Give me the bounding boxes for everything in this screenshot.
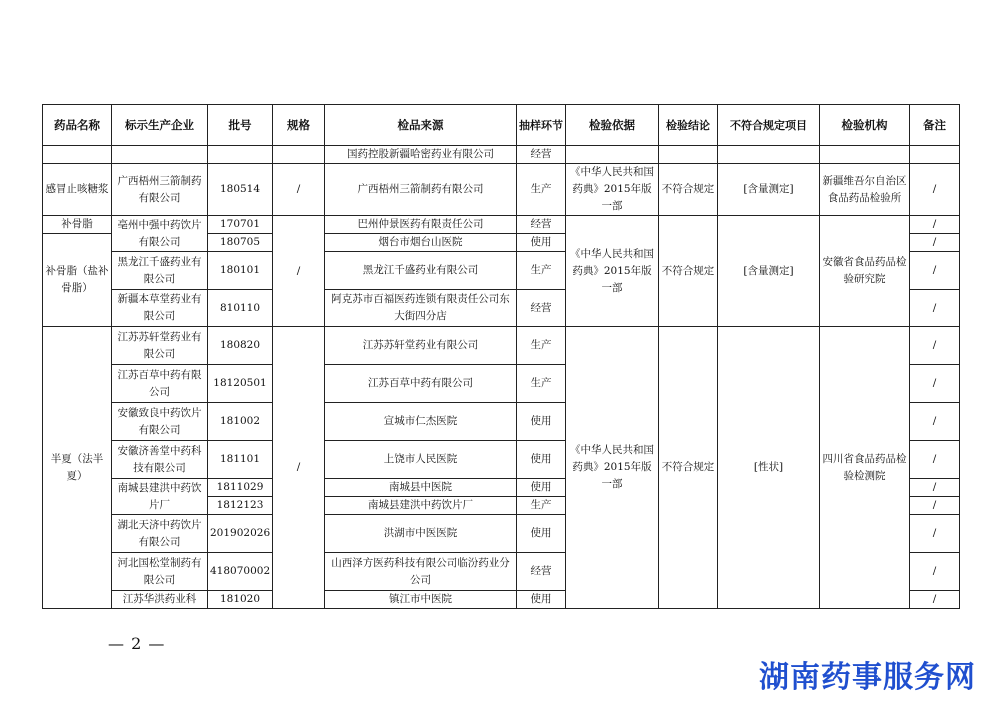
cell-org: 四川省食品药品检验检测院	[820, 327, 910, 609]
cell-spec: /	[273, 216, 325, 327]
header-note: 备注	[910, 105, 960, 146]
cell-batch: 1811029	[208, 479, 273, 497]
cell-note: /	[910, 403, 960, 441]
cell-source: 阿克苏市百福医药连锁有限责任公司东大街四分店	[325, 290, 517, 327]
cell-link: 经营	[517, 216, 566, 234]
cell-drug	[43, 146, 112, 164]
cell-source: 江苏苏轩堂药业有限公司	[325, 327, 517, 365]
cell-note: /	[910, 290, 960, 327]
site-watermark: 湖南药事服务网	[759, 660, 976, 695]
cell-source: 镇江市中医院	[325, 591, 517, 609]
header-basis: 检验依据	[566, 105, 659, 146]
cell-source: 洪湖市中医医院	[325, 515, 517, 553]
cell-maker: 新疆本草堂药业有限公司	[112, 290, 208, 327]
cell-maker: 南城县建洪中药饮片厂	[112, 479, 208, 515]
cell-maker	[112, 146, 208, 164]
cell-link: 生产	[517, 365, 566, 403]
cell-maker: 广西梧州三箭制药有限公司	[112, 164, 208, 216]
cell-note: /	[910, 164, 960, 216]
cell-org: 安徽省食品药品检验研究院	[820, 216, 910, 327]
cell-item	[718, 146, 820, 164]
cell-batch: 180101	[208, 252, 273, 290]
header-batch: 批号	[208, 105, 273, 146]
cell-note: /	[910, 441, 960, 479]
cell-note: /	[910, 216, 960, 234]
header-row	[43, 105, 960, 146]
cell-batch: 170701	[208, 216, 273, 234]
header-failed-item: 不符合规定项目	[718, 105, 820, 146]
cell-drug: 补骨脂	[43, 216, 112, 234]
cell-note: /	[910, 234, 960, 252]
cell-drug: 补骨脂（盐补骨脂）	[43, 234, 112, 327]
cell-batch: 1812123	[208, 497, 273, 515]
cell-spec: /	[273, 164, 325, 216]
header-maker: 标示生产企业	[112, 105, 208, 146]
cell-note: /	[910, 553, 960, 591]
cell-link: 生产	[517, 164, 566, 216]
cell-link: 经营	[517, 290, 566, 327]
cell-basis: 《中华人民共和国药典》2015年版一部	[566, 216, 659, 327]
cell-org: 新疆维吾尔自治区食品药品检验所	[820, 164, 910, 216]
cell-link: 经营	[517, 146, 566, 164]
cell-note: /	[910, 327, 960, 365]
cell-link: 使用	[517, 479, 566, 497]
cell-maker: 河北国松堂制药有限公司	[112, 553, 208, 591]
cell-note: /	[910, 365, 960, 403]
cell-link: 使用	[517, 403, 566, 441]
header-conclusion: 检验结论	[659, 105, 718, 146]
cell-source: 上饶市人民医院	[325, 441, 517, 479]
cell-link: 经营	[517, 553, 566, 591]
cell-drug: 感冒止咳糖浆	[43, 164, 112, 216]
cell-source: 山西泽方医药科技有限公司临汾药业分公司	[325, 553, 517, 591]
cell-maker: 湖北天济中药饮片有限公司	[112, 515, 208, 553]
header-drug-name: 药品名称	[43, 105, 112, 146]
page-number: — 2 —	[108, 634, 166, 653]
inspection-table	[42, 104, 960, 609]
cell-link: 使用	[517, 441, 566, 479]
table-row	[43, 216, 960, 234]
cell-note: /	[910, 515, 960, 553]
cell-conclusion: 不符合规定	[659, 216, 718, 327]
cell-basis: 《中华人民共和国药典》2015年版一部	[566, 327, 659, 609]
cell-maker: 亳州中强中药饮片有限公司	[112, 216, 208, 252]
header-source: 检品来源	[325, 105, 517, 146]
cell-source: 宣城市仁杰医院	[325, 403, 517, 441]
cell-batch: 181002	[208, 403, 273, 441]
cell-batch: 810110	[208, 290, 273, 327]
cell-source: 江苏百草中药有限公司	[325, 365, 517, 403]
cell-conclusion	[659, 146, 718, 164]
cell-source: 广西梧州三箭制药有限公司	[325, 164, 517, 216]
cell-link: 使用	[517, 591, 566, 609]
cell-source: 黑龙江千盛药业有限公司	[325, 252, 517, 290]
cell-drug: 半夏（法半夏）	[43, 327, 112, 609]
cell-item: [含量测定]	[718, 216, 820, 327]
cell-batch: 180705	[208, 234, 273, 252]
header-sampling-link: 抽样环节	[517, 105, 566, 146]
cell-note: /	[910, 591, 960, 609]
cell-spec	[273, 146, 325, 164]
cell-batch: 18120501	[208, 365, 273, 403]
cell-source: 南城县建洪中药饮片厂	[325, 497, 517, 515]
cell-link: 使用	[517, 515, 566, 553]
cell-conclusion: 不符合规定	[659, 164, 718, 216]
cell-source: 烟台市烟台山医院	[325, 234, 517, 252]
cell-batch: 180514	[208, 164, 273, 216]
cell-batch: 181101	[208, 441, 273, 479]
cell-maker: 江苏百草中药有限公司	[112, 365, 208, 403]
cell-spec: /	[273, 327, 325, 609]
cell-conclusion: 不符合规定	[659, 327, 718, 609]
cell-maker: 安徽致良中药饮片有限公司	[112, 403, 208, 441]
cell-batch: 180820	[208, 327, 273, 365]
cell-note: /	[910, 479, 960, 497]
cell-maker: 江苏苏轩堂药业有限公司	[112, 327, 208, 365]
cell-note: /	[910, 252, 960, 290]
header-spec: 规格	[273, 105, 325, 146]
cell-source: 南城县中医院	[325, 479, 517, 497]
cell-source: 国药控股新疆哈密药业有限公司	[325, 146, 517, 164]
cell-batch	[208, 146, 273, 164]
table-row	[43, 327, 960, 365]
cell-basis: 《中华人民共和国药典》2015年版一部	[566, 164, 659, 216]
table-row	[43, 164, 960, 216]
cell-note: /	[910, 497, 960, 515]
header-inspection-org: 检验机构	[820, 105, 910, 146]
table-row	[43, 146, 960, 164]
cell-batch: 418070002	[208, 553, 273, 591]
cell-maker: 黑龙江千盛药业有限公司	[112, 252, 208, 290]
cell-item: [性状]	[718, 327, 820, 609]
cell-maker: 江苏华洪药业科	[112, 591, 208, 609]
cell-org	[820, 146, 910, 164]
cell-link: 生产	[517, 327, 566, 365]
cell-link: 使用	[517, 234, 566, 252]
cell-item: [含量测定]	[718, 164, 820, 216]
cell-source: 巴州仲景医药有限责任公司	[325, 216, 517, 234]
cell-batch: 181020	[208, 591, 273, 609]
cell-basis	[566, 146, 659, 164]
cell-link: 生产	[517, 252, 566, 290]
cell-batch: 201902026	[208, 515, 273, 553]
cell-maker: 安徽济善堂中药科技有限公司	[112, 441, 208, 479]
cell-note	[910, 146, 960, 164]
cell-link: 生产	[517, 497, 566, 515]
